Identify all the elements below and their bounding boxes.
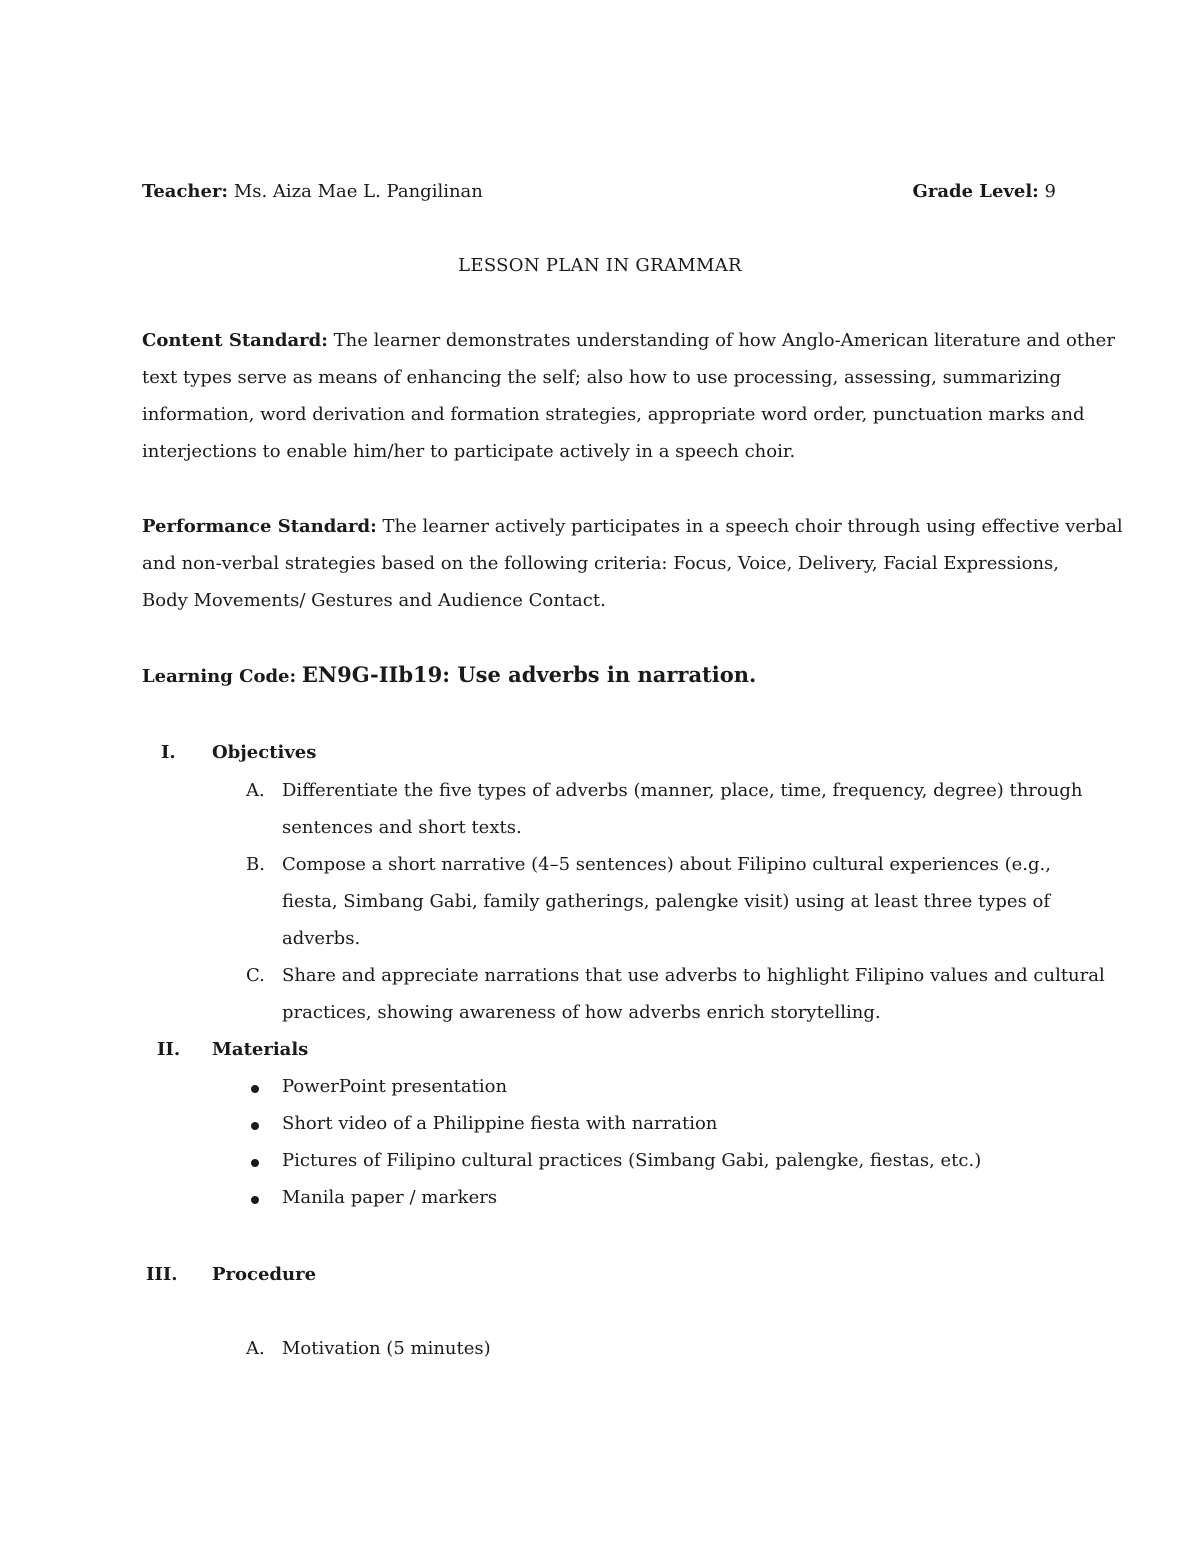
performance-standard-line-2: and non-verbal strategies based on the following criteria: Focus, Voice, Delivery, Facial Expressions, bbox=[142, 553, 1060, 574]
procedure-heading: Procedure bbox=[212, 1264, 317, 1285]
material-item-2: Short video of a Philippine fiesta with narration bbox=[282, 1113, 718, 1134]
performance-standard-line-3: Body Movements/ Gestures and Audience Contact. bbox=[142, 590, 606, 611]
material-item-1: PowerPoint presentation bbox=[282, 1076, 508, 1097]
grade-level-line bbox=[912, 181, 1056, 202]
performance-standard-line-1 bbox=[142, 508, 1123, 545]
learning-code-text: EN9G-IIb19: Use adverbs in narration. bbox=[301, 662, 757, 687]
objectives-heading: Objectives bbox=[212, 742, 317, 763]
procedure-numeral: III. bbox=[146, 1264, 178, 1285]
bullet-icon bbox=[251, 1085, 259, 1093]
materials-heading: Materials bbox=[212, 1039, 309, 1060]
objective-b-line-2: fiesta, Simbang Gabi, family gatherings, palengke visit) using at least three types of bbox=[282, 891, 1051, 912]
teacher-line bbox=[142, 181, 483, 202]
teacher-label: Teacher: bbox=[142, 181, 229, 202]
content-standard-line-2: text types serve as means of enhancing the self; also how to use processing, assessing, summarizing bbox=[142, 367, 1062, 388]
objective-a-letter: A. bbox=[246, 780, 265, 801]
bullet-icon bbox=[251, 1122, 259, 1130]
grade-level-value: 9 bbox=[1044, 181, 1056, 202]
content-standard-label: Content Standard: bbox=[142, 330, 328, 351]
material-item-3: Pictures of Filipino cultural practices (Simbang Gabi, palengke, fiestas, etc.) bbox=[282, 1150, 982, 1171]
content-standard-line-3: information, word derivation and formation strategies, appropriate word order, punctuation marks and bbox=[142, 404, 1085, 425]
materials-numeral: II. bbox=[157, 1039, 181, 1060]
bullet-icon bbox=[251, 1159, 259, 1167]
objectives-numeral: I. bbox=[161, 742, 176, 763]
bullet-icon bbox=[251, 1196, 259, 1204]
objective-a-line-2: sentences and short texts. bbox=[282, 817, 522, 838]
objective-c-line-2: practices, showing awareness of how adverbs enrich storytelling. bbox=[282, 1002, 881, 1023]
content-standard-line-1 bbox=[142, 322, 1115, 359]
procedure-a-letter: A. bbox=[246, 1338, 265, 1359]
teacher-name: Ms. Aiza Mae L. Pangilinan bbox=[233, 181, 483, 202]
performance-standard-text-1: The learner actively participates in a speech choir through using effective verbal bbox=[382, 516, 1123, 537]
content-standard bbox=[142, 322, 1115, 470]
content-standard-text-1: The learner demonstrates understanding of how Anglo-American literature and other bbox=[333, 330, 1115, 351]
learning-code-label: Learning Code: bbox=[142, 666, 297, 687]
objective-c-letter: C. bbox=[246, 965, 265, 986]
objective-b-line-1: Compose a short narrative (4–5 sentences) about Filipino cultural experiences (e.g., bbox=[282, 854, 1051, 875]
material-item-4: Manila paper / markers bbox=[282, 1187, 498, 1208]
objective-a-line-1: Differentiate the five types of adverbs (manner, place, time, frequency, degree) through bbox=[282, 780, 1083, 801]
objective-c-line-1: Share and appreciate narrations that use adverbs to highlight Filipino values and cultural bbox=[282, 965, 1105, 986]
objective-b-line-3: adverbs. bbox=[282, 928, 361, 949]
performance-standard-label: Performance Standard: bbox=[142, 516, 377, 537]
performance-standard bbox=[142, 508, 1123, 619]
procedure-a-text: Motivation (5 minutes) bbox=[282, 1338, 491, 1359]
content-standard-line-4: interjections to enable him/her to participate actively in a speech choir. bbox=[142, 441, 796, 462]
learning-code bbox=[142, 662, 756, 687]
objective-b-letter: B. bbox=[246, 854, 265, 875]
document-title: LESSON PLAN IN GRAMMAR bbox=[458, 255, 742, 276]
grade-level-label: Grade Level: bbox=[912, 181, 1039, 202]
